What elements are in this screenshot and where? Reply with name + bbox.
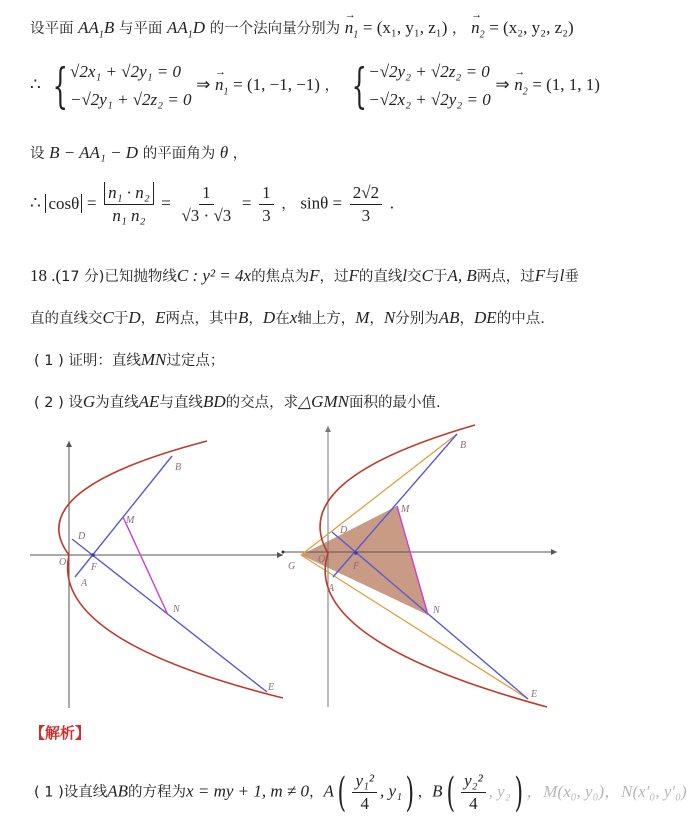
vector-n1 — [345, 18, 359, 45]
brace-icon: { — [351, 58, 367, 114]
vector-n2 — [514, 73, 528, 104]
text: 证明：直线 — [68, 353, 141, 369]
triangle-GMN: △GMN — [298, 392, 349, 411]
text: 两点，过 — [476, 269, 535, 285]
text: 在 — [275, 311, 290, 327]
equation-systems — [30, 60, 600, 112]
denominator: 3 — [262, 206, 271, 225]
paren: ) — [98, 269, 105, 285]
label-N: N — [433, 605, 440, 616]
period: . — [389, 193, 394, 213]
focus-point — [354, 551, 358, 555]
right-paren-icon: ) — [514, 769, 523, 816]
chord-AB — [75, 456, 172, 577]
problem-part2 — [34, 392, 441, 413]
numerator: 1 — [259, 182, 274, 205]
text: 与 — [545, 269, 560, 285]
abs-cos-theta: cosθ — [45, 194, 82, 213]
y-axis-arrow-icon — [325, 426, 331, 432]
solution-part1 — [34, 770, 687, 815]
curve-C: C — [421, 266, 433, 285]
point-A: A — [323, 781, 334, 801]
figure-1 — [30, 441, 283, 708]
therefore-symbol: ∴ — [30, 193, 41, 213]
text: 为直线 — [95, 395, 139, 411]
text: 交 — [407, 269, 422, 285]
text: 轴上方， — [297, 311, 356, 327]
text: ，过 — [319, 269, 349, 285]
dihedral-angle-line — [30, 143, 247, 164]
text: 面积的最小值. — [348, 395, 441, 411]
cosine-computation: ∴ cosθ = $\frac{\text{n₁ · n₂}}{\text{n₁ n₂}}$ = $\frac{1}{√3 \cdot √3}$ = $\frac{1}{3}$ ， sinθ = $\frac{2√2}{3}$ . — [30, 183, 394, 225]
segment-AB: AB — [438, 308, 460, 327]
text: 的直线 — [358, 269, 403, 285]
label-O: O — [59, 557, 67, 568]
vector-result: = (1, −1, −1) — [233, 75, 320, 94]
coordinate: , y₁ — [380, 781, 402, 801]
denominator: 4 — [469, 794, 478, 813]
text: 的一个法向量分别为 — [209, 21, 341, 37]
line-MN: MN — [140, 350, 167, 369]
vector-value: = (x₁, y₁, z₁) — [362, 18, 448, 37]
label-B: B — [460, 440, 467, 451]
denominator: 3 — [361, 206, 371, 225]
implies-symbol: ⇒ — [196, 75, 211, 94]
point-N: N — [383, 308, 396, 327]
figure-2 — [282, 425, 558, 707]
equation-row: −√2y₁ + √2z₂ = 0 — [69, 90, 192, 109]
separator: ， — [324, 78, 340, 94]
text: 设 — [30, 146, 45, 162]
text: 与平面 — [118, 21, 163, 37]
problem-points: 17 分 — [61, 269, 99, 285]
plane-name: D — [192, 18, 206, 37]
label-O: O — [318, 554, 326, 565]
separator: ， — [281, 196, 296, 213]
x-var: x — [289, 308, 298, 327]
vec-letter: n — [344, 18, 354, 37]
y-axis-arrow-icon — [66, 441, 72, 447]
line-l: l — [559, 266, 565, 285]
problem-part1 — [34, 350, 224, 371]
line-l: l — [402, 266, 408, 285]
text: 设平面 — [30, 21, 74, 37]
separator: ， — [232, 146, 248, 162]
label-M: M — [126, 515, 135, 526]
point-D: D — [262, 308, 276, 327]
text: 直的直线交 — [30, 311, 103, 327]
left-paren-icon: ( — [446, 769, 455, 816]
denominator: n₁ n₂ — [112, 206, 146, 225]
separator: ， — [369, 311, 384, 327]
midpoint-coordinates: ，M(x₀, y₀)，N(x′₀, y′₀) — [526, 781, 687, 801]
numerator: y₁² — [352, 770, 377, 793]
text: 的方程为 — [128, 784, 187, 801]
points-AB: A, B — [447, 266, 477, 285]
separator: ， — [308, 784, 324, 801]
label-D: D — [340, 525, 348, 536]
subscript: 1 — [98, 29, 104, 41]
vector-value: = (x₂, y₂, z₂) — [489, 18, 574, 37]
label-N: N — [173, 604, 180, 615]
numerator: 2√2 — [350, 182, 382, 205]
subscript: 1 — [353, 29, 359, 41]
label-A: A — [81, 578, 88, 589]
label-E: E — [531, 689, 538, 700]
therefore-symbol: ∴ — [30, 75, 41, 94]
label-M: M — [401, 504, 410, 515]
text: 两点，其中 — [165, 311, 239, 327]
equation-row: −√2y₂ + √2z₂ = 0 — [368, 62, 490, 81]
text: 已知抛物线 — [104, 269, 177, 285]
separator: ， — [417, 784, 433, 801]
chord-DE — [72, 539, 267, 692]
coordinate: , y₂ — [488, 781, 511, 801]
text: 过定点； — [166, 353, 225, 369]
part-label: ( 1 ) — [34, 353, 64, 369]
angle-expression: B − AA₁ − D — [49, 143, 139, 162]
point-E: E — [155, 308, 166, 327]
denominator: √3 · √3 — [181, 206, 232, 225]
label-D: D — [78, 531, 86, 542]
fraction — [104, 182, 154, 227]
subscript: 1 — [187, 29, 193, 41]
label-B: B — [175, 462, 182, 473]
x-axis-arrow-icon — [551, 549, 557, 555]
plane-name: AA — [167, 18, 188, 37]
focus-point — [91, 553, 95, 557]
problem-18-line1 — [30, 266, 579, 287]
point-F: F — [348, 266, 359, 285]
part-label: ( 2 ) — [34, 395, 64, 411]
equation-row: −√2x₂ + √2y₂ = 0 — [368, 90, 491, 109]
vector-result: = (1, 1, 1) — [532, 75, 600, 94]
analysis-heading: 【解析】 — [30, 724, 91, 742]
text: 设直线 — [63, 784, 108, 801]
normal-vectors-intro — [30, 18, 574, 45]
sin-theta: sinθ = — [300, 193, 343, 213]
fraction — [259, 182, 274, 227]
subscript: 2 — [522, 86, 528, 98]
system-1 — [45, 60, 191, 112]
vector-n1 — [215, 73, 229, 104]
vector-n2 — [471, 18, 485, 45]
fraction — [352, 770, 377, 815]
line-AE: AE — [138, 392, 160, 411]
text: 的中点. — [496, 311, 545, 327]
separator: ， — [248, 311, 263, 327]
plane-name: B — [103, 18, 115, 37]
fraction — [461, 770, 486, 815]
label-E: E — [268, 682, 275, 693]
numerator: 1 — [199, 182, 214, 205]
separator: ， — [459, 311, 475, 327]
left-paren-icon: ( — [337, 769, 346, 816]
label-G: G — [288, 561, 296, 572]
vec-letter: n — [471, 18, 480, 37]
parabola-figures — [0, 420, 692, 720]
text: 垂 — [564, 269, 579, 285]
point-B: B — [432, 781, 443, 801]
numerator: y₂² — [461, 770, 486, 793]
curve-C: C — [102, 308, 114, 327]
text: 于 — [113, 311, 129, 327]
separator: ， — [452, 21, 467, 37]
label-A: A — [328, 583, 335, 594]
subscript: 1 — [223, 86, 229, 98]
numerator: n₁ · n₂ — [104, 182, 154, 205]
line-AB: AB — [107, 781, 129, 801]
label-F: F — [353, 561, 360, 572]
segment-MN — [123, 517, 168, 615]
problem-18-line2 — [30, 308, 545, 329]
theta-symbol: θ — [219, 143, 229, 162]
line-equation: x = my + 1, m ≠ 0 — [186, 781, 309, 801]
text: 与直线 — [159, 395, 203, 411]
fraction — [350, 182, 382, 227]
text: 设 — [68, 395, 83, 411]
plane-name: AA — [78, 18, 99, 37]
separator: ， — [140, 311, 156, 327]
point-D: D — [128, 308, 141, 327]
vec-letter: n — [514, 75, 523, 94]
point-F: F — [309, 266, 320, 285]
text: 的平面角为 — [142, 146, 216, 162]
right-paren-icon: ) — [405, 769, 415, 816]
point-B: B — [238, 308, 249, 327]
axis-end-dot — [282, 551, 285, 554]
denominator: 4 — [360, 794, 369, 813]
subscript: 2 — [479, 29, 485, 41]
text: 的焦点为 — [251, 269, 310, 285]
system-2 — [344, 60, 491, 112]
vec-letter: n — [215, 75, 224, 94]
text: 的交点，求 — [225, 395, 299, 411]
problem-number: 18 .( — [30, 266, 62, 285]
brace-icon: { — [53, 58, 69, 114]
point-F: F — [534, 266, 546, 285]
text: 分别为 — [395, 311, 439, 327]
equation-row: √2x₁ + √2y₁ = 0 — [69, 62, 181, 81]
text: 于 — [432, 269, 448, 285]
point-M: M — [355, 308, 370, 327]
label-F: F — [91, 562, 98, 573]
segment-DE: DE — [474, 308, 497, 327]
line-BD: BD — [202, 392, 226, 411]
point-G: G — [82, 392, 96, 411]
fraction — [178, 182, 234, 227]
implies-symbol: ⇒ — [495, 75, 510, 94]
chord-DE — [332, 532, 528, 699]
part-label: ( 1 ) — [34, 784, 64, 801]
parabola-equation: C : y² = 4x — [176, 266, 252, 285]
